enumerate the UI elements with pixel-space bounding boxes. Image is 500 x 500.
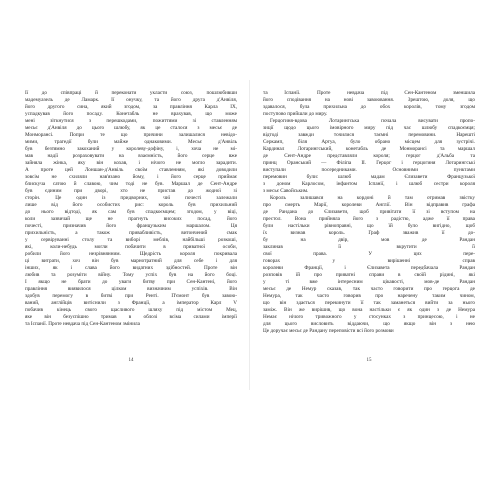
- text-line: його другого сина, який згодом, за правління Карла IX,: [25, 104, 237, 110]
- text-line: блискуча сатою й славою, чим тоді не був. Маршал де Сент-Андре: [25, 181, 237, 187]
- text-line: коли зазвичай ще не прагнуть високих посад, його: [25, 216, 237, 222]
- text-line: месьє де Немур сказав, так часто говорити про герцога де: [263, 286, 475, 292]
- text-line: у ті вже інтересним цікавості, мов-де Рандан: [263, 279, 475, 285]
- text-line: з доном Карлосом, інфантом Іспанії, і шлюб сестри короля: [263, 181, 475, 187]
- text-line: мав надії розраховувати на взаємність, його серце вже: [25, 153, 237, 159]
- left-page: [25, 90, 237, 328]
- text-line: був єдиним при дворі, хто не пристав до жодної зі: [25, 188, 237, 194]
- text-line: мими, трагедії були майже однаковими. Месьє д'Анвіль: [25, 139, 237, 145]
- text-line: Король залишався на кордоні й там отримав звістку: [270, 195, 475, 201]
- right-page-number: 15: [366, 358, 372, 363]
- text-line: мені зіткнутися з перешкодами, пожиттями зі ставленням: [25, 118, 237, 124]
- text-line: Кардинал Лотарингський, конетабль де Монморансі та маршал: [263, 146, 475, 152]
- text-line: зиції щодо цього імовірного миру під час шлюбу спадкоємця;: [263, 125, 475, 131]
- text-line: здавалося, була прихильна до обох королів, тому згодом: [263, 104, 475, 110]
- text-line: був безтямно закоханий у королеву-дофіну, і, хоча не мі-: [25, 146, 237, 152]
- text-line: мадемуазель де Ламарк. Її онучку, та його друга д'Анвіля,: [25, 97, 237, 103]
- text-line: побачив кінець свого щасливого шляху під містом Мец,: [25, 307, 237, 313]
- page-gutter: [249, 80, 250, 390]
- text-line: месьє д'Анвіля до цього шлюбу, як це сталося з месьє де: [25, 125, 237, 131]
- text-line: поступово прийшли до миру.: [263, 111, 328, 117]
- text-line: свої права. У цих пере-: [263, 251, 475, 257]
- text-line: Її до співпраці й переконати укласти союз, пошлюбивши: [25, 90, 237, 96]
- text-line: ваний, англійців витіснили з Франції, а імператор Карл V: [25, 300, 237, 306]
- text-line: відтоді завжди точилися таємні перемовини. Нарешті: [263, 132, 475, 138]
- text-line: сторін. Це один із придворних, чиї почесті залежали: [25, 195, 237, 201]
- text-line: що він здається перекинути її так заманеться вийти за нього: [263, 300, 475, 306]
- text-line: які, коли-небудь могли побачити в приватної особи,: [25, 244, 237, 250]
- text-line: А проте цей Лоншан-д'Анвіль своїм ставленням, які доводили: [25, 167, 237, 173]
- text-line: принц Оранський — Філіпа II. Герцог і герцогиня Лотарингські: [263, 160, 475, 166]
- text-line: Немура, так часто говорив про наречену таким чином,: [263, 293, 475, 299]
- text-line: І якщо не брати до уваги битву при Сен-Кантені, його: [25, 279, 237, 285]
- right-page-text: [263, 90, 475, 335]
- text-line: правління виявилося цілком визначним успіхів. Він: [25, 286, 237, 292]
- text-line: де Рандана до Єлизавети, щоб привітати її зі вступом на: [263, 209, 475, 215]
- text-line: з месьє Савойським.: [263, 188, 309, 194]
- left-page-text: [25, 90, 237, 328]
- text-line: їх визнав король. Граф зважив її до-: [263, 230, 475, 236]
- text-line: та Іспанії. Проте невдача під Сен-Кантеном змінила: [25, 321, 140, 327]
- text-line: його сподівання на нові завоювання. Зрештою, доля, що: [263, 97, 475, 103]
- text-line: у сервіруванні столу та виборі меблів, найбільші розкоші,: [25, 237, 237, 243]
- text-line: Це доручає месьє де Рандану переповісти всі його розмови: [263, 328, 394, 334]
- text-line: та Іспанії. Проте невдача під Сен-Кантеном зменшила: [263, 90, 475, 96]
- text-line: про смерть Марії, королеви Англії. Він відправив графа: [263, 202, 475, 208]
- text-line: для цього висловить віддаючи, що якщо він з нею: [263, 321, 475, 327]
- text-line: інших, як і слава його видатних здібностей. Проте він: [25, 265, 237, 271]
- text-line: любив та розуміти війну. Тому успіх був на його боці.: [25, 272, 237, 278]
- text-line: бу на двір, мов де Рандан: [263, 237, 475, 243]
- text-line: де Сент-Андре представляли короля; герцог д'Альба та: [263, 153, 475, 159]
- text-line: заміж. Він же вирішив, що вона настільки є як один з де Немура: [263, 307, 475, 313]
- text-line: говорах у вирішенні справ: [263, 258, 475, 264]
- text-line: зайняла жінка, яку він кохав, і нічого не могло зарадити.: [25, 160, 237, 166]
- right-page: [263, 90, 475, 335]
- left-page-number: 14: [128, 358, 134, 363]
- text-line: лише від його особистих рис: король був прихильний: [25, 202, 237, 208]
- text-line: були настільки рівноправні, що їй було вигідно, щоб: [263, 223, 475, 229]
- text-line: Немає нічого тривожного у стосунках з принцесою, і не: [263, 314, 475, 320]
- text-line: перемовин були: шлюб мадам Єлизавети Французької: [263, 174, 475, 180]
- text-line: яке він безуспішно тримав в облозі всіма силами імперії: [25, 314, 237, 320]
- text-line: здобув перемогу в битві при Ренті. П'ємонт був завою-: [25, 293, 237, 299]
- text-line: розповів їй про приватні справи в своїй рідині, які: [263, 272, 475, 278]
- text-line: Серкамп, біля Артуа, було обрано місцем для зустрічі.: [263, 139, 475, 145]
- text-line: Монморансі. Попри те що причини залишалися невідо-: [25, 132, 237, 138]
- text-line: зовсім не схиляли нав'язано йому, і його серце приймає: [25, 174, 237, 180]
- text-line: до нього відтоді, як сам був спадкоємцем; згодом, у віці,: [25, 209, 237, 215]
- text-line: королеви Франції, і Єлизавета передбачала Рандан: [263, 265, 475, 271]
- text-line: ці витрати, хоч він був марнотратний для себе і для: [25, 258, 237, 264]
- text-line: виступали посередниками. Основними пунктами: [263, 167, 475, 173]
- text-line: почесті, призначив його французьким маршалом. Ця: [25, 223, 237, 229]
- text-line: престол. Вона прийняла його з радістю, адже її права: [263, 216, 475, 222]
- text-line: робили його незрівнянним. Щедрість короля покривала: [25, 251, 237, 257]
- text-line: прихильність, а також привабливість, витончений смак: [25, 230, 237, 236]
- text-line: успадкував його посаду. Конетабль не врахував, що може: [25, 111, 237, 117]
- text-line: заклинав її вкрутити її: [263, 244, 475, 250]
- text-line: Герцогиня-вдова Лотарингська почала висувати пропо-: [270, 118, 475, 124]
